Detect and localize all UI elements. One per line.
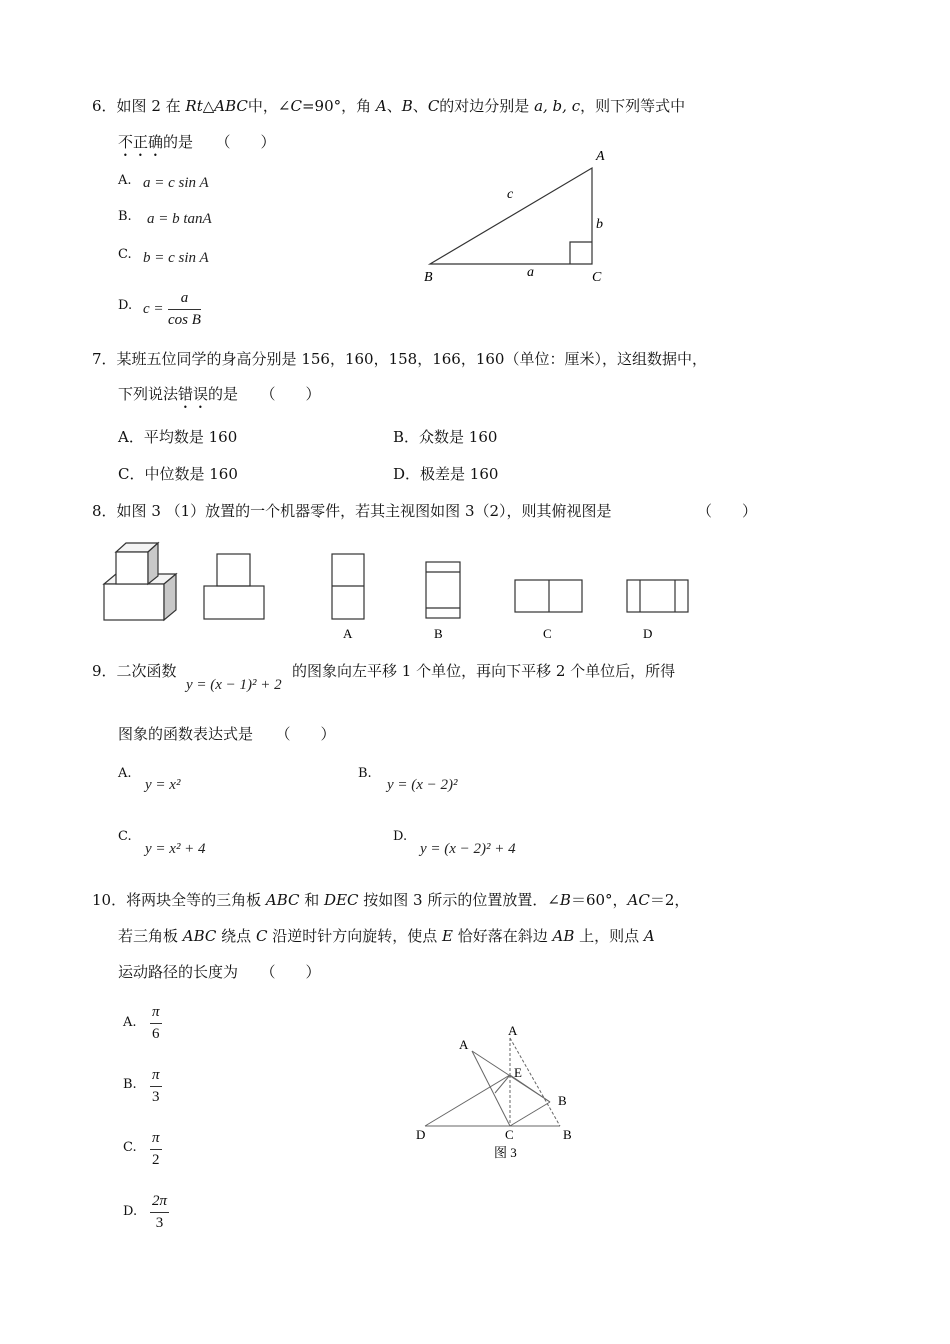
q8-stem: 如图 3 （1）放置的一个机器零件，若其主视图如图 3（2），则其俯视图是 (116, 502, 612, 520)
q6-option-a-label: A. (118, 173, 132, 188)
triangle-abc (430, 168, 592, 264)
q10-line1 (92, 891, 689, 909)
q6-option-d-fraction (168, 290, 201, 329)
q10-text: 恰好落在斜边 (452, 927, 553, 945)
q10-text: 和 (299, 891, 325, 909)
vertex-a-label: A (459, 1037, 469, 1052)
q7-number: 7． (92, 350, 117, 368)
segment-c-b-rotated (510, 1102, 550, 1126)
q9-option-c-label: C. (118, 829, 132, 844)
q6-abc-sides: a, b, c (534, 97, 581, 115)
option-d-label: D (643, 626, 653, 641)
q10-option-c-numerator: π (152, 1130, 160, 1146)
fraction-bar (150, 1149, 162, 1150)
q10-option-b-denominator: 3 (152, 1089, 160, 1105)
front-view (204, 554, 264, 619)
q9-option-a-expr: y = x² (145, 777, 181, 793)
q10-option-d-numerator: 2π (152, 1193, 168, 1209)
q6-option-b-label: B. (118, 209, 132, 224)
q10-option-b-fraction (150, 1067, 162, 1106)
q10-option-d-denominator: 3 (155, 1215, 164, 1231)
side-a-label: a (527, 265, 534, 280)
q6-number: 6． (92, 97, 117, 115)
vertex-b-label: B (424, 270, 433, 285)
q6-c-var: C (427, 97, 440, 115)
q6-text: 、 (412, 97, 428, 115)
q6-option-d-denominator: cos B (168, 312, 201, 328)
q10-option-b-numerator: π (152, 1067, 160, 1083)
q10-option-c-label: C. (123, 1140, 137, 1155)
q9-number: 9． (92, 662, 117, 680)
q10-text: 沿逆时针方向旋转，使点 (267, 927, 442, 945)
q10-number: 10． (92, 891, 127, 909)
q9-line2: 图象的函数表达式是 （ ） (118, 725, 336, 743)
q10-text: 将两块全等的三角板 (126, 891, 266, 909)
option-a-view (332, 554, 364, 619)
right-angle-marker (570, 242, 592, 264)
machine-part-3d (104, 543, 176, 620)
q6-option-d-numerator: a (180, 290, 189, 306)
q6-text: ，则下列等式中 (580, 97, 686, 115)
q7-stem: 某班五位同学的身高分别是 156，160，158，166，160（单位：厘米），这组数据中， (116, 350, 707, 368)
q6-paren: 的是 （ ） (163, 133, 276, 151)
q10-ac: AC (627, 891, 650, 909)
q10-dec: DEC (324, 891, 359, 909)
vertex-b-label: B (558, 1093, 567, 1108)
q10-option-a-denominator: 6 (152, 1026, 160, 1042)
q8-line1 (92, 502, 612, 520)
q9-line1-start (92, 662, 177, 680)
vertex-a-label: A (508, 1023, 518, 1038)
option-b-label: B (434, 626, 443, 641)
side-b-label: b (596, 217, 603, 232)
vertex-d-label: D (416, 1127, 426, 1142)
vertex-c-label: C (505, 1127, 514, 1142)
q9-option-b-label: B. (358, 766, 372, 781)
q6-text: 的对边分别是 (439, 97, 535, 115)
q10-line2 (118, 927, 655, 945)
q8-paren: （ ） (697, 502, 758, 520)
q10-text: 若三角板 (118, 927, 183, 945)
q6-triangle-symbol: △ (202, 97, 215, 115)
q10-b-var: B (559, 891, 571, 909)
q10-option-d-label: D. (123, 1204, 138, 1219)
option-c-view (515, 580, 582, 612)
q10-text: ＝2， (649, 891, 690, 909)
q10-a-var: A (643, 927, 655, 945)
q7-text: 下列说法 (118, 385, 179, 403)
q6-text: =90°，角 (301, 97, 376, 115)
q7-option-d: D．极差是 160 (393, 465, 499, 483)
option-d-view (627, 580, 688, 612)
vertex-b-label: B (563, 1127, 572, 1142)
segment-c-e (495, 1075, 510, 1093)
q6-triangle-figure (420, 150, 620, 290)
q6-text: 如图 2 在 (116, 97, 186, 115)
option-a-label: A (343, 626, 353, 641)
q6-line1 (92, 97, 685, 115)
q6-b-var: B (401, 97, 413, 115)
q10-c-var: C (255, 927, 268, 945)
side-c-label: c (507, 187, 514, 202)
q10-option-a-label: A. (123, 1015, 137, 1030)
q10-option-a-fraction (150, 1004, 162, 1043)
q10-option-c-denominator: 2 (152, 1152, 160, 1168)
q7-paren: 的是 （ ） (208, 385, 321, 403)
q6-text: 、 (386, 97, 402, 115)
q9-stem-b: 的图象向左平移 1 个单位，再向下平移 2 个单位后，所得 (292, 662, 676, 680)
q7-option-a: A．平均数是 160 (118, 428, 238, 446)
q6-option-b-expr: a = b tanA (147, 211, 212, 227)
q10-text: 上，则点 (574, 927, 644, 945)
q10-abc: ABC (182, 927, 217, 945)
segment-a-c (472, 1051, 510, 1126)
q6-option-d-lhs: c = (143, 301, 164, 317)
q6-text: 中，∠ (247, 97, 291, 115)
fraction-bar (150, 1212, 169, 1213)
q9-function-expr: y = (x − 1)² + 2 (186, 677, 282, 693)
q10-line3: 运动路径的长度为 （ ） (118, 963, 321, 981)
segment-a-b-dashed (510, 1038, 560, 1126)
q10-abc: ABC (265, 891, 300, 909)
q10-option-d-fraction (150, 1193, 169, 1232)
fraction-bar (150, 1086, 162, 1087)
option-c-label: C (543, 626, 552, 641)
q6-option-c-expr: b = c sin A (143, 250, 209, 266)
figure-caption: 图 3 (494, 1145, 517, 1160)
q9-stem-a: 二次函数 (116, 662, 177, 680)
q6-c-var: C (290, 97, 302, 115)
q8-number: 8． (92, 502, 117, 520)
q6-line2 (118, 133, 276, 160)
q6-option-c-label: C. (118, 247, 132, 262)
fraction-bar (168, 309, 201, 310)
q10-ab: AB (552, 927, 575, 945)
q10-text: 按如图 3 所示的位置放置．∠ (358, 891, 560, 909)
q10-option-b-label: B. (123, 1077, 137, 1092)
q6-option-a-expr: a = c sin A (143, 175, 209, 191)
q9-option-d-label: D. (393, 829, 408, 844)
vertex-c-label: C (592, 270, 602, 285)
vertex-e-label: E (514, 1065, 522, 1080)
q9-option-d-expr: y = (x − 2)² + 4 (420, 841, 516, 857)
q10-option-c-fraction (150, 1130, 162, 1169)
q6-emphasis: 不正确 (118, 133, 164, 151)
q7-option-b: B．众数是 160 (393, 428, 498, 446)
q9-option-c-expr: y = x² + 4 (145, 841, 206, 857)
option-b-view (426, 562, 460, 618)
vertex-a-label: A (596, 149, 605, 164)
q8-figure-strip (100, 538, 700, 648)
q10-text: ＝60°， (570, 891, 628, 909)
q6-option-d-label: D. (118, 298, 133, 313)
q7-line1 (92, 350, 707, 368)
q10-e-var: E (441, 927, 453, 945)
fraction-bar (150, 1023, 162, 1024)
q7-option-c: C．中位数是 160 (118, 465, 238, 483)
q6-abc: ABC (214, 97, 248, 115)
q9-option-b-expr: y = (x − 2)² (387, 777, 458, 793)
q9-option-a-label: A. (118, 766, 132, 781)
q6-rt: Rt (185, 97, 203, 115)
q7-emphasis: 错误 (178, 385, 209, 403)
q7-line2 (118, 385, 321, 412)
q10-text: 绕点 (216, 927, 256, 945)
q6-a-var: A (375, 97, 387, 115)
q10-figure (410, 1018, 590, 1168)
q10-option-a-numerator: π (152, 1004, 160, 1020)
